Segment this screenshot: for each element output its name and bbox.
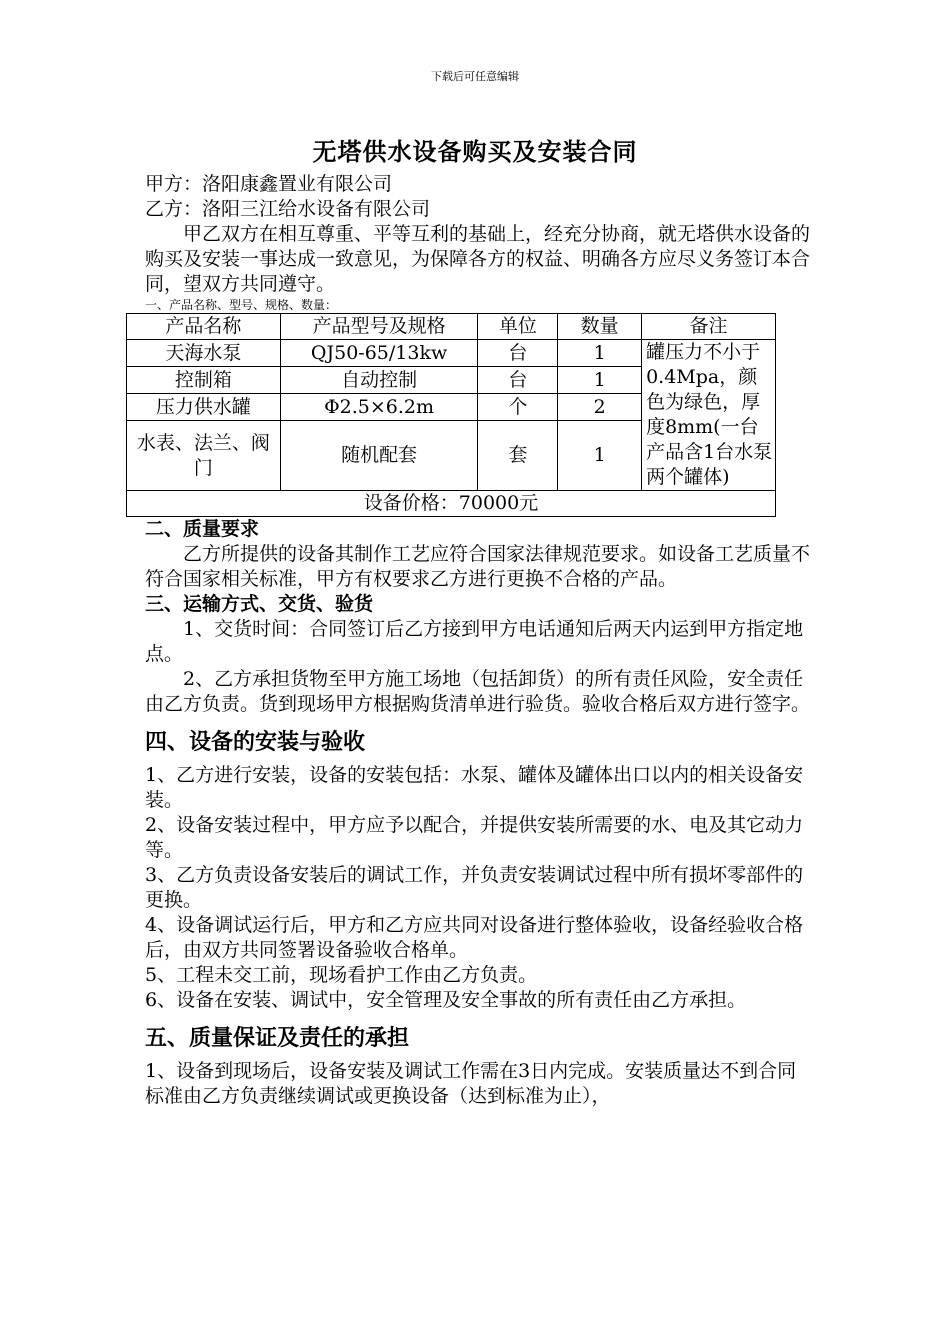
contract-body: [136, 172, 811, 1109]
section4-item: 3、乙方负责设备安装后的调试工作，并负责安装调试过程中所有损坏零部件的更换。: [145, 864, 804, 911]
table-total-row: [127, 491, 776, 517]
section1-title: 一、产品名称、型号、规格、数量：: [145, 298, 338, 312]
table-header-cell: 单位: [478, 314, 558, 340]
section5-title: 五、质量保证及责任的承担: [145, 1025, 410, 1051]
section4-item: 4、设备调试运行后，甲方和乙方应共同对设备进行整体验收，设备经验收合格后，由双方共同签署设备验收合格单。: [145, 914, 804, 961]
party-a: 甲方：洛阳康鑫置业有限公司: [145, 173, 393, 195]
party-b: 乙方：洛阳三江给水设备有限公司: [145, 198, 431, 220]
table-cell: 压力供水罐: [127, 394, 281, 421]
table-cell: 随机配套: [280, 421, 478, 491]
table-cell: Φ2.5×6.2m: [280, 394, 478, 421]
table-header-cell: 数量: [558, 314, 642, 340]
table-header-cell: 备注: [642, 314, 776, 340]
table-header-row: [127, 314, 776, 340]
table-cell: 1: [558, 367, 642, 394]
table-cell: 套: [478, 421, 558, 491]
section4-title: 四、设备的安装与验收: [145, 729, 366, 755]
table-cell: 台: [478, 367, 558, 394]
section4-item: 6、设备在安装、调试中，安全管理及安全事故的所有责任由乙方承担。: [145, 989, 747, 1011]
table-cell: 1: [558, 340, 642, 367]
table-cell: 控制箱: [127, 367, 281, 394]
table-cell: 2: [558, 394, 642, 421]
table-cell: 个: [478, 394, 558, 421]
section4-item: 1、乙方进行安装，设备的安装包括：水泵、罐体及罐体出口以内的相关设备安装。: [145, 764, 804, 811]
section3-item: 1、交货时间：合同签订后乙方接到甲方电话通知后两天内运到甲方指定地点。: [145, 618, 804, 665]
section2-text: 乙方所提供的设备其制作工艺应符合国家法律规范要求。如设备工艺质量不符合国家相关标准，甲方有权要求乙方进行更换不合格的产品。: [145, 543, 811, 590]
section3-item: 2、乙方承担货物至甲方施工场地（包括卸货）的所有责任风险，安全责任由乙方负责。货到现场甲方根据购货清单进行验货。验收合格后双方进行签字。: [145, 668, 811, 715]
table-cell: QJ50-65/13kw: [280, 340, 478, 367]
page-title: 无塔供水设备购买及安装合同: [312, 137, 638, 166]
table-cell: 自动控制: [280, 367, 478, 394]
table-header-cell: 产品名称: [127, 314, 281, 340]
table-cell: 水表、法兰、阀门: [127, 421, 281, 491]
table-cell: 天海水泵: [127, 340, 281, 367]
section4-item: 2、设备安装过程中，甲方应予以配合，并提供安装所需要的水、电及其它动力等。: [145, 814, 804, 861]
intro-paragraph: 甲乙双方在相互尊重、平等互利的基础上，经充分协商，就无塔供水设备的购买及安装一事达成一致意见，为保障各方的权益、明确各方应尽义务签订本合同，望双方共同遵守。: [145, 223, 811, 295]
section4-item: 5、工程未交工前，现场看护工作由乙方负责。: [145, 964, 538, 986]
product-table: [126, 313, 776, 517]
section2-title: 二、质量要求: [145, 518, 260, 540]
table-row: [127, 340, 776, 367]
table-header-cell: 产品型号及规格: [280, 314, 478, 340]
remark-cell: 罐压力不小于0.4Mpa，颜色为绿色，厚度8mm(一台产品含1台水泵两个罐体): [642, 340, 776, 491]
header-note: 下载后可任意编辑: [431, 70, 519, 83]
total-price: 设备价格：70000元: [127, 491, 776, 517]
section5-item: 1、设备到现场后，设备安装及调试工作需在3日内完成。安装质量达不到合同标准由乙方负责继续调试或更换设备（达到标准为止），: [145, 1060, 797, 1107]
section3-title: 三、运输方式、交货、验货: [145, 593, 374, 615]
table-cell: 1: [558, 421, 642, 491]
table-cell: 台: [478, 340, 558, 367]
